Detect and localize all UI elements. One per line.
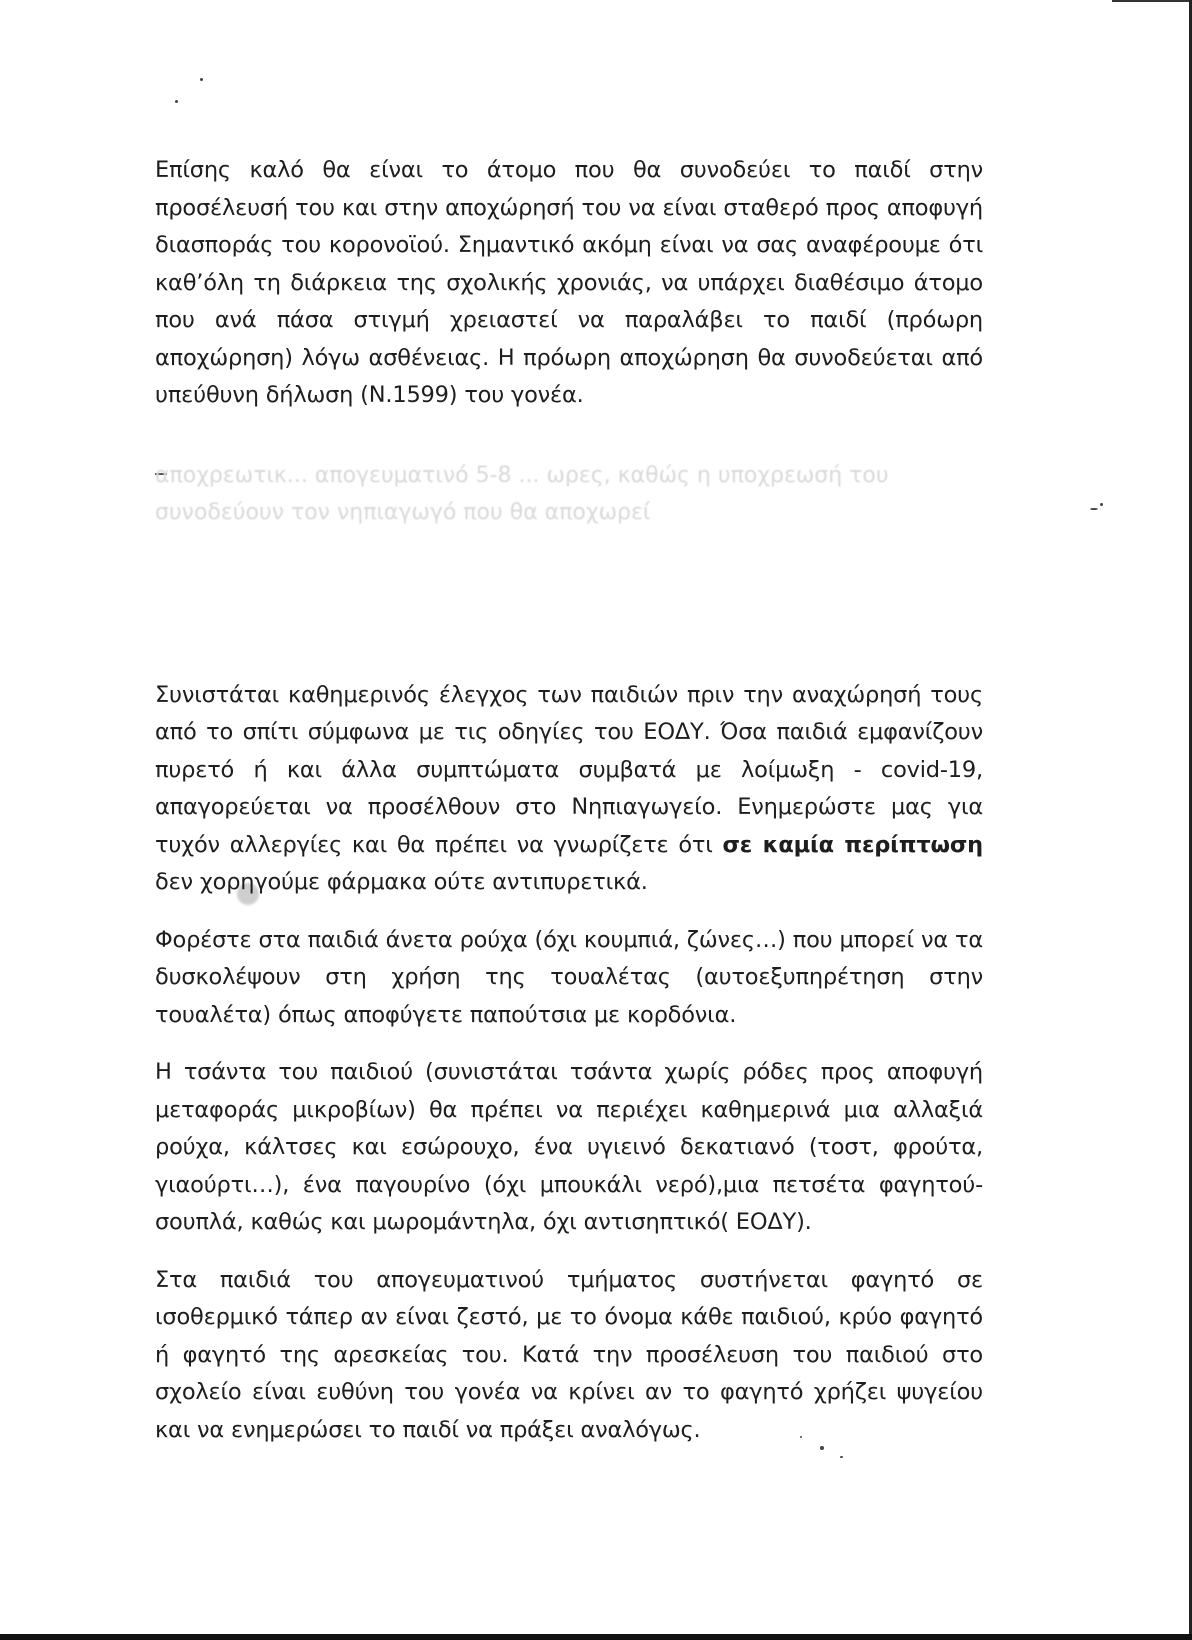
scan-speck xyxy=(200,78,203,81)
paragraph-afternoon-food: Στα παιδιά του απογευματινού τμήματος συστήνεται φαγητό σε ισοθερμικό τάπερ αν είναι ζεστό, με το όνομα κάθε παιδιού, κρύο φαγητό ή φαγητό της αρεσκείας του. Κατά την προσέλευση του παιδιού στο σχολείο είναι ευθύνη του γονέα να κρίνει αν το φαγητό χρήζει ψυγείου και να ενημερώσει το παιδί να πράξει αναλόγως. xyxy=(155,1266,983,1443)
emphasis-no-case: σε καμία περίπτωση xyxy=(722,831,983,858)
scan-speck xyxy=(1090,508,1098,510)
paragraph-health-check-text: Συνιστάται καθημερινός έλεγχος των παιδιών πριν την αναχώρησή τους από το σπίτι σύμφωνα με τις οδηγίες του ΕΟΔΥ. Όσα παιδιά εμφανίζουν πυρετό ή και άλλα συμπτώματα συμβατά με λοίμωξη - covid-19, απαγορεύεται να προσέλθουν στο Νηπιαγωγείο. Ενημερώστε μας για τυχόν αλλεργίες και θα πρέπει να γνωρίζετε ότι xyxy=(155,681,983,858)
faded-line: αποχρεωτικ... απογευματινό 5-8 ... ωρες, καθώς η υποχρεωσή του xyxy=(155,462,889,488)
scan-border-top xyxy=(1112,0,1192,2)
paragraph-health-check xyxy=(155,677,983,902)
faded-paragraph xyxy=(155,425,983,677)
scan-speck xyxy=(175,100,178,103)
paragraph-health-check-tail: δεν χορηγούμε φάρμακα ούτε αντιπυρετικά. xyxy=(155,869,648,895)
scan-border-bottom xyxy=(0,1634,1192,1640)
paragraph-escort: Επίσης καλό θα είναι το άτομο που θα συνοδεύει το παιδί στην προσέλευσή του και στην αποχώρησή του να είναι σταθερό προς αποφυγή διασποράς του κορονοϊού. Σημαντικό ακόμη είναι να σας αναφέρουμε ότι καθ’όλη τη διάρκεια της σχολικής χρονιάς, να υπάρχει διαθέσιμο άτομο που ανά πάσα στιγμή χρειαστεί να παραλάβει το παιδί (πρόωρη αποχώρηση) λόγω ασθένειας. Η πρόωρη αποχώρηση θα συνοδεύεται από υπεύθυνη δήλωση (Ν.1599) του γονέα. xyxy=(155,157,983,408)
paragraph-clothing: Φορέστε στα παιδιά άνετα ρούχα (όχι κουμπιά, ζώνες…) που μπορεί να τα δυσκολέψουν στη χρήση της τουαλέτας (αυτοεξυπηρέτηση στην τουαλέτα) όπως αποφύγετε παπούτσια με κορδόνια. xyxy=(155,926,983,1028)
document-body xyxy=(155,152,983,1449)
faded-line: συνοδεύουν τον νηπιαγωγό που θα αποχωρεί xyxy=(155,499,651,525)
scan-speck xyxy=(1100,503,1103,506)
scan-speck xyxy=(840,1456,843,1458)
paragraph-school-bag: Η τσάντα του παιδιού (συνιστάται τσάντα χωρίς ρόδες προς αποφυγή μεταφοράς μικροβίων) θα πρέπει να περιέχει καθημερινά μια αλλαξιά ρούχα, κάλτσες και εσώρουχο, ένα υγιεινό δεκατιανό (τοστ, φρούτα, γιαούρτι…), ένα παγουρίνο (όχι μπουκάλι νερό),μια πετσέτα φαγητού-σουπλά, καθώς και μωρομάντηλα, όχι αντισηπτικό( ΕΟΔΥ). xyxy=(155,1059,983,1235)
